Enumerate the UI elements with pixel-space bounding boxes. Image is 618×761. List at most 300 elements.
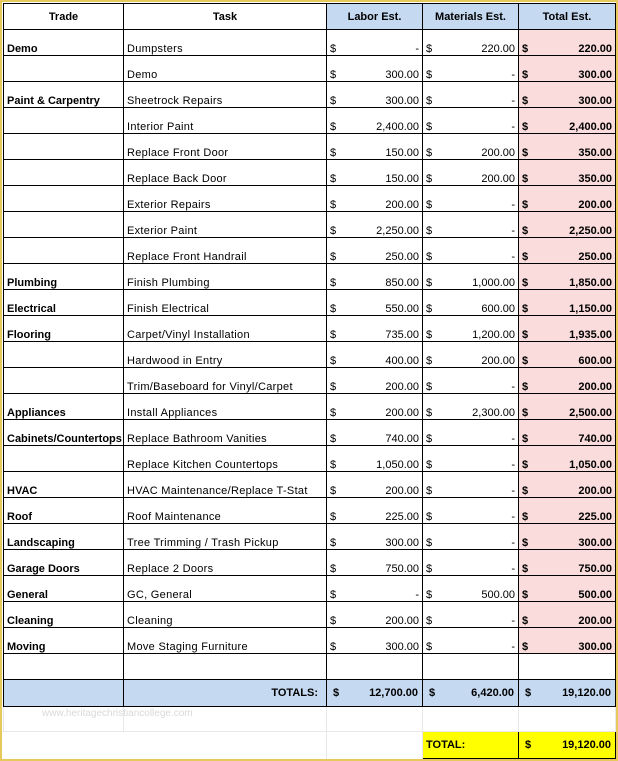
blank-row <box>4 654 616 680</box>
total-cell[interactable] <box>519 472 616 498</box>
currency-symbol: $ <box>426 433 433 445</box>
materials-cell[interactable] <box>423 238 519 264</box>
labor-value: 200.00 <box>385 615 419 627</box>
table-row <box>4 212 616 238</box>
materials-value: - <box>511 485 515 497</box>
labor-value: 200.00 <box>385 485 419 497</box>
total-value: 750.00 <box>578 563 612 575</box>
labor-value: 2,400.00 <box>376 121 419 133</box>
labor-value: 750.00 <box>385 563 419 575</box>
total-cell[interactable] <box>519 160 616 186</box>
materials-value: - <box>511 563 515 575</box>
trade-cell[interactable]: Flooring <box>4 316 124 342</box>
currency-symbol: $ <box>330 147 337 159</box>
materials-value: - <box>511 199 515 211</box>
currency-symbol: $ <box>426 641 433 653</box>
currency-symbol: $ <box>525 739 532 751</box>
grand-total-amount: 19,120.00 <box>562 739 611 751</box>
materials-cell[interactable] <box>423 290 519 316</box>
total-value: 200.00 <box>578 381 612 393</box>
materials-value: - <box>511 641 515 653</box>
labor-cell[interactable] <box>327 628 423 654</box>
trade-cell[interactable]: Demo <box>4 30 124 56</box>
cell[interactable] <box>327 707 423 732</box>
labor-cell[interactable] <box>327 498 423 524</box>
trade-cell[interactable]: General <box>4 576 124 602</box>
currency-symbol: $ <box>426 511 433 523</box>
currency-symbol: $ <box>522 69 529 81</box>
currency-symbol: $ <box>330 225 337 237</box>
labor-value: - <box>415 589 419 601</box>
labor-cell[interactable] <box>327 420 423 446</box>
total-cell[interactable] <box>519 108 616 134</box>
materials-value: 2,300.00 <box>472 407 515 419</box>
table-row <box>4 108 616 134</box>
labor-value: 200.00 <box>385 199 419 211</box>
currency-symbol: $ <box>426 381 433 393</box>
materials-cell[interactable] <box>423 108 519 134</box>
task-cell[interactable]: Sheetrock Repairs <box>124 82 327 108</box>
task-cell[interactable]: Interior Paint <box>124 108 327 134</box>
materials-value: 200.00 <box>481 355 515 367</box>
materials-value: - <box>511 251 515 263</box>
cell[interactable] <box>423 654 519 680</box>
currency-symbol: $ <box>330 95 337 107</box>
labor-value: 300.00 <box>385 69 419 81</box>
currency-symbol: $ <box>330 329 337 341</box>
totals-row <box>4 680 616 707</box>
table-row <box>4 186 616 212</box>
trade-cell[interactable]: Roof <box>4 498 124 524</box>
trade-cell[interactable]: Plumbing <box>4 264 124 290</box>
currency-symbol: $ <box>522 641 529 653</box>
materials-cell[interactable] <box>423 82 519 108</box>
labor-value: 200.00 <box>385 407 419 419</box>
materials-cell[interactable] <box>423 602 519 628</box>
total-value: 740.00 <box>578 433 612 445</box>
materials-value: 200.00 <box>481 147 515 159</box>
total-cell[interactable] <box>519 316 616 342</box>
currency-symbol: $ <box>426 303 433 315</box>
currency-symbol: $ <box>330 199 337 211</box>
currency-symbol: $ <box>330 173 337 185</box>
labor-value: 1,050.00 <box>376 459 419 471</box>
table-row <box>4 394 616 420</box>
currency-symbol: $ <box>426 329 433 341</box>
trade-cell[interactable] <box>4 446 124 472</box>
materials-cell[interactable] <box>423 550 519 576</box>
currency-symbol: $ <box>522 277 529 289</box>
grand-total-value[interactable] <box>519 732 616 759</box>
labor-value: 550.00 <box>385 303 419 315</box>
materials-cell[interactable] <box>423 56 519 82</box>
header-total[interactable]: Total Est. <box>519 4 616 30</box>
table-row <box>4 420 616 446</box>
total-value: 600.00 <box>578 355 612 367</box>
labor-value: 150.00 <box>385 173 419 185</box>
table-row <box>4 56 616 82</box>
task-cell[interactable]: Tree Trimming / Trash Pickup <box>124 524 327 550</box>
task-cell[interactable]: Demo <box>124 56 327 82</box>
labor-cell[interactable] <box>327 602 423 628</box>
task-cell[interactable]: Exterior Paint <box>124 212 327 238</box>
total-cell[interactable] <box>519 238 616 264</box>
currency-symbol: $ <box>522 589 529 601</box>
labor-cell[interactable] <box>327 238 423 264</box>
total-value: 200.00 <box>578 615 612 627</box>
total-cell[interactable] <box>519 498 616 524</box>
total-value: 1,150.00 <box>569 303 612 315</box>
currency-symbol: $ <box>426 147 433 159</box>
labor-value: 200.00 <box>385 381 419 393</box>
total-cell[interactable] <box>519 186 616 212</box>
table-row <box>4 342 616 368</box>
total-value: 220.00 <box>578 43 612 55</box>
currency-symbol: $ <box>522 303 529 315</box>
header-materials[interactable]: Materials Est. <box>423 4 519 30</box>
labor-cell[interactable] <box>327 446 423 472</box>
labor-value: 250.00 <box>385 251 419 263</box>
totals-label[interactable]: TOTALS: <box>124 680 327 707</box>
materials-cell[interactable] <box>423 472 519 498</box>
total-value: 300.00 <box>578 69 612 81</box>
currency-symbol: $ <box>330 277 337 289</box>
currency-symbol: $ <box>426 69 433 81</box>
labor-cell[interactable] <box>327 394 423 420</box>
currency-symbol: $ <box>330 381 337 393</box>
currency-symbol: $ <box>522 355 529 367</box>
total-value: 500.00 <box>578 589 612 601</box>
estimate-table <box>3 3 616 759</box>
materials-cell[interactable] <box>423 576 519 602</box>
header-task[interactable]: Task <box>124 4 327 30</box>
materials-value: 1,200.00 <box>472 329 515 341</box>
total-cell[interactable] <box>519 368 616 394</box>
currency-symbol: $ <box>426 563 433 575</box>
total-cell[interactable] <box>519 342 616 368</box>
total-cell[interactable] <box>519 82 616 108</box>
cell[interactable] <box>4 654 124 680</box>
labor-cell[interactable] <box>327 108 423 134</box>
task-cell[interactable]: Cleaning <box>124 602 327 628</box>
task-cell[interactable]: Dumpsters <box>124 30 327 56</box>
currency-symbol: $ <box>522 173 529 185</box>
materials-value: 200.00 <box>481 173 515 185</box>
cell[interactable] <box>4 732 124 759</box>
materials-value: - <box>511 433 515 445</box>
materials-cell[interactable] <box>423 498 519 524</box>
cell[interactable] <box>423 707 519 732</box>
materials-cell[interactable] <box>423 342 519 368</box>
total-value: 2,500.00 <box>569 407 612 419</box>
currency-symbol: $ <box>330 485 337 497</box>
trade-cell[interactable] <box>4 186 124 212</box>
totals-total[interactable] <box>519 680 616 707</box>
trade-cell[interactable]: Appliances <box>4 394 124 420</box>
currency-symbol: $ <box>426 173 433 185</box>
total-value: 350.00 <box>578 147 612 159</box>
materials-cell[interactable] <box>423 394 519 420</box>
total-cell[interactable] <box>519 30 616 56</box>
total-value: 300.00 <box>578 537 612 549</box>
task-cell[interactable]: Finish Plumbing <box>124 264 327 290</box>
task-cell[interactable]: Replace Front Handrail <box>124 238 327 264</box>
total-value: 1,850.00 <box>569 277 612 289</box>
currency-symbol: $ <box>429 687 436 699</box>
materials-value: - <box>511 69 515 81</box>
materials-value: - <box>511 95 515 107</box>
currency-symbol: $ <box>522 433 529 445</box>
total-cell[interactable] <box>519 524 616 550</box>
currency-symbol: $ <box>330 433 337 445</box>
currency-symbol: $ <box>426 485 433 497</box>
table-row <box>4 82 616 108</box>
labor-cell[interactable] <box>327 160 423 186</box>
total-cell[interactable] <box>519 576 616 602</box>
totals-labor[interactable] <box>327 680 423 707</box>
materials-value: - <box>511 615 515 627</box>
total-value: 1,050.00 <box>569 459 612 471</box>
currency-symbol: $ <box>330 355 337 367</box>
task-cell[interactable]: Trim/Baseboard for Vinyl/Carpet <box>124 368 327 394</box>
task-cell[interactable]: Carpet/Vinyl Installation <box>124 316 327 342</box>
materials-cell[interactable] <box>423 524 519 550</box>
materials-value: - <box>511 225 515 237</box>
labor-cell[interactable] <box>327 30 423 56</box>
task-cell[interactable]: Hardwood in Entry <box>124 342 327 368</box>
materials-cell[interactable] <box>423 30 519 56</box>
table-row <box>4 316 616 342</box>
total-value: 200.00 <box>578 485 612 497</box>
grand-total-row <box>4 732 616 759</box>
task-cell[interactable]: Move Staging Furniture <box>124 628 327 654</box>
totals-materials[interactable] <box>423 680 519 707</box>
currency-symbol: $ <box>426 589 433 601</box>
cell[interactable] <box>124 654 327 680</box>
total-cell[interactable] <box>519 446 616 472</box>
currency-symbol: $ <box>330 511 337 523</box>
materials-value: 600.00 <box>481 303 515 315</box>
materials-cell[interactable] <box>423 134 519 160</box>
table-row <box>4 264 616 290</box>
table-row <box>4 134 616 160</box>
materials-cell[interactable] <box>423 264 519 290</box>
trade-cell[interactable]: Landscaping <box>4 524 124 550</box>
materials-cell[interactable] <box>423 160 519 186</box>
total-value: 350.00 <box>578 173 612 185</box>
currency-symbol: $ <box>426 459 433 471</box>
currency-symbol: $ <box>333 687 340 699</box>
task-cell[interactable]: Replace Kitchen Countertops <box>124 446 327 472</box>
materials-value: - <box>511 459 515 471</box>
total-cell[interactable] <box>519 628 616 654</box>
currency-symbol: $ <box>522 329 529 341</box>
total-value: 250.00 <box>578 251 612 263</box>
trade-cell[interactable] <box>4 368 124 394</box>
labor-cell[interactable] <box>327 368 423 394</box>
currency-symbol: $ <box>522 225 529 237</box>
labor-value: 850.00 <box>385 277 419 289</box>
total-value: 2,250.00 <box>569 225 612 237</box>
cell[interactable] <box>519 707 616 732</box>
table-row <box>4 524 616 550</box>
cell[interactable] <box>327 654 423 680</box>
labor-cell[interactable] <box>327 524 423 550</box>
trade-cell[interactable]: Paint & Carpentry <box>4 82 124 108</box>
currency-symbol: $ <box>522 251 529 263</box>
labor-cell[interactable] <box>327 264 423 290</box>
labor-cell[interactable] <box>327 134 423 160</box>
total-cell[interactable] <box>519 264 616 290</box>
watermark-text: www.heritagechristiancollege.com <box>42 708 193 719</box>
total-cell[interactable] <box>519 420 616 446</box>
materials-cell[interactable] <box>423 368 519 394</box>
total-value: 300.00 <box>578 95 612 107</box>
labor-value: 2,250.00 <box>376 225 419 237</box>
total-value: 300.00 <box>578 641 612 653</box>
currency-symbol: $ <box>426 355 433 367</box>
currency-symbol: $ <box>330 641 337 653</box>
task-cell[interactable]: Replace Back Door <box>124 160 327 186</box>
currency-symbol: $ <box>522 511 529 523</box>
grand-total-label[interactable]: TOTAL: <box>423 732 519 759</box>
labor-cell[interactable] <box>327 212 423 238</box>
labor-cell[interactable] <box>327 290 423 316</box>
currency-symbol: $ <box>522 537 529 549</box>
cell[interactable] <box>327 732 423 759</box>
currency-symbol: $ <box>426 277 433 289</box>
materials-value: 1,000.00 <box>472 277 515 289</box>
task-cell[interactable]: HVAC Maintenance/Replace T-Stat <box>124 472 327 498</box>
total-cell[interactable] <box>519 134 616 160</box>
trade-cell[interactable] <box>4 56 124 82</box>
task-cell[interactable]: Install Appliances <box>124 394 327 420</box>
materials-value: - <box>511 121 515 133</box>
currency-symbol: $ <box>426 121 433 133</box>
trade-cell[interactable] <box>4 212 124 238</box>
total-cell[interactable] <box>519 212 616 238</box>
labor-value: 225.00 <box>385 511 419 523</box>
labor-cell[interactable] <box>327 316 423 342</box>
trade-cell[interactable] <box>4 238 124 264</box>
materials-cell[interactable] <box>423 212 519 238</box>
currency-symbol: $ <box>522 147 529 159</box>
total-cell[interactable] <box>519 602 616 628</box>
labor-cell[interactable] <box>327 342 423 368</box>
materials-cell[interactable] <box>423 628 519 654</box>
task-cell[interactable]: Finish Electrical <box>124 290 327 316</box>
currency-symbol: $ <box>522 485 529 497</box>
currency-symbol: $ <box>522 43 529 55</box>
task-cell[interactable]: Replace 2 Doors <box>124 550 327 576</box>
labor-cell[interactable] <box>327 576 423 602</box>
task-cell[interactable]: Exterior Repairs <box>124 186 327 212</box>
table-row <box>4 160 616 186</box>
labor-value: 300.00 <box>385 95 419 107</box>
currency-symbol: $ <box>426 615 433 627</box>
table-row <box>4 550 616 576</box>
header-labor[interactable]: Labor Est. <box>327 4 423 30</box>
trade-cell[interactable]: HVAC <box>4 472 124 498</box>
header-trade[interactable]: Trade <box>4 4 124 30</box>
currency-symbol: $ <box>330 589 337 601</box>
currency-symbol: $ <box>522 615 529 627</box>
totals-total-value: 19,120.00 <box>562 687 611 699</box>
materials-cell[interactable] <box>423 420 519 446</box>
trade-cell[interactable]: Moving <box>4 628 124 654</box>
materials-value: - <box>511 511 515 523</box>
total-cell[interactable] <box>519 56 616 82</box>
currency-symbol: $ <box>330 537 337 549</box>
labor-value: 300.00 <box>385 537 419 549</box>
materials-cell[interactable] <box>423 446 519 472</box>
labor-cell[interactable] <box>327 550 423 576</box>
currency-symbol: $ <box>330 69 337 81</box>
currency-symbol: $ <box>330 251 337 263</box>
cell[interactable] <box>4 680 124 707</box>
cell[interactable] <box>519 654 616 680</box>
table-row <box>4 628 616 654</box>
totals-materials-value: 6,420.00 <box>471 687 514 699</box>
labor-cell[interactable] <box>327 472 423 498</box>
labor-cell[interactable] <box>327 56 423 82</box>
totals-labor-value: 12,700.00 <box>369 687 418 699</box>
trade-cell[interactable] <box>4 342 124 368</box>
header-row <box>4 4 616 30</box>
currency-symbol: $ <box>522 121 529 133</box>
currency-symbol: $ <box>330 43 337 55</box>
trade-cell[interactable]: Cabinets/Countertops <box>4 420 124 446</box>
total-value: 225.00 <box>578 511 612 523</box>
trade-cell[interactable]: Cleaning <box>4 602 124 628</box>
trade-cell[interactable] <box>4 134 124 160</box>
currency-symbol: $ <box>426 251 433 263</box>
currency-symbol: $ <box>426 225 433 237</box>
table-row <box>4 238 616 264</box>
materials-cell[interactable] <box>423 316 519 342</box>
currency-symbol: $ <box>330 459 337 471</box>
currency-symbol: $ <box>522 563 529 575</box>
currency-symbol: $ <box>426 43 433 55</box>
total-cell[interactable] <box>519 290 616 316</box>
total-cell[interactable] <box>519 550 616 576</box>
trade-cell[interactable] <box>4 108 124 134</box>
currency-symbol: $ <box>330 121 337 133</box>
table-row <box>4 602 616 628</box>
currency-symbol: $ <box>426 199 433 211</box>
task-cell[interactable]: GC, General <box>124 576 327 602</box>
trade-cell[interactable]: Garage Doors <box>4 550 124 576</box>
currency-symbol: $ <box>525 687 532 699</box>
total-value: 200.00 <box>578 199 612 211</box>
table-row <box>4 576 616 602</box>
trade-cell[interactable] <box>4 160 124 186</box>
materials-cell[interactable] <box>423 186 519 212</box>
cell[interactable] <box>124 732 327 759</box>
currency-symbol: $ <box>330 407 337 419</box>
task-cell[interactable]: Replace Front Door <box>124 134 327 160</box>
task-cell[interactable]: Replace Bathroom Vanities <box>124 420 327 446</box>
labor-cell[interactable] <box>327 186 423 212</box>
currency-symbol: $ <box>426 95 433 107</box>
labor-cell[interactable] <box>327 82 423 108</box>
labor-value: 740.00 <box>385 433 419 445</box>
currency-symbol: $ <box>426 537 433 549</box>
trade-cell[interactable]: Electrical <box>4 290 124 316</box>
total-cell[interactable] <box>519 394 616 420</box>
task-cell[interactable]: Roof Maintenance <box>124 498 327 524</box>
total-value: 1,935.00 <box>569 329 612 341</box>
